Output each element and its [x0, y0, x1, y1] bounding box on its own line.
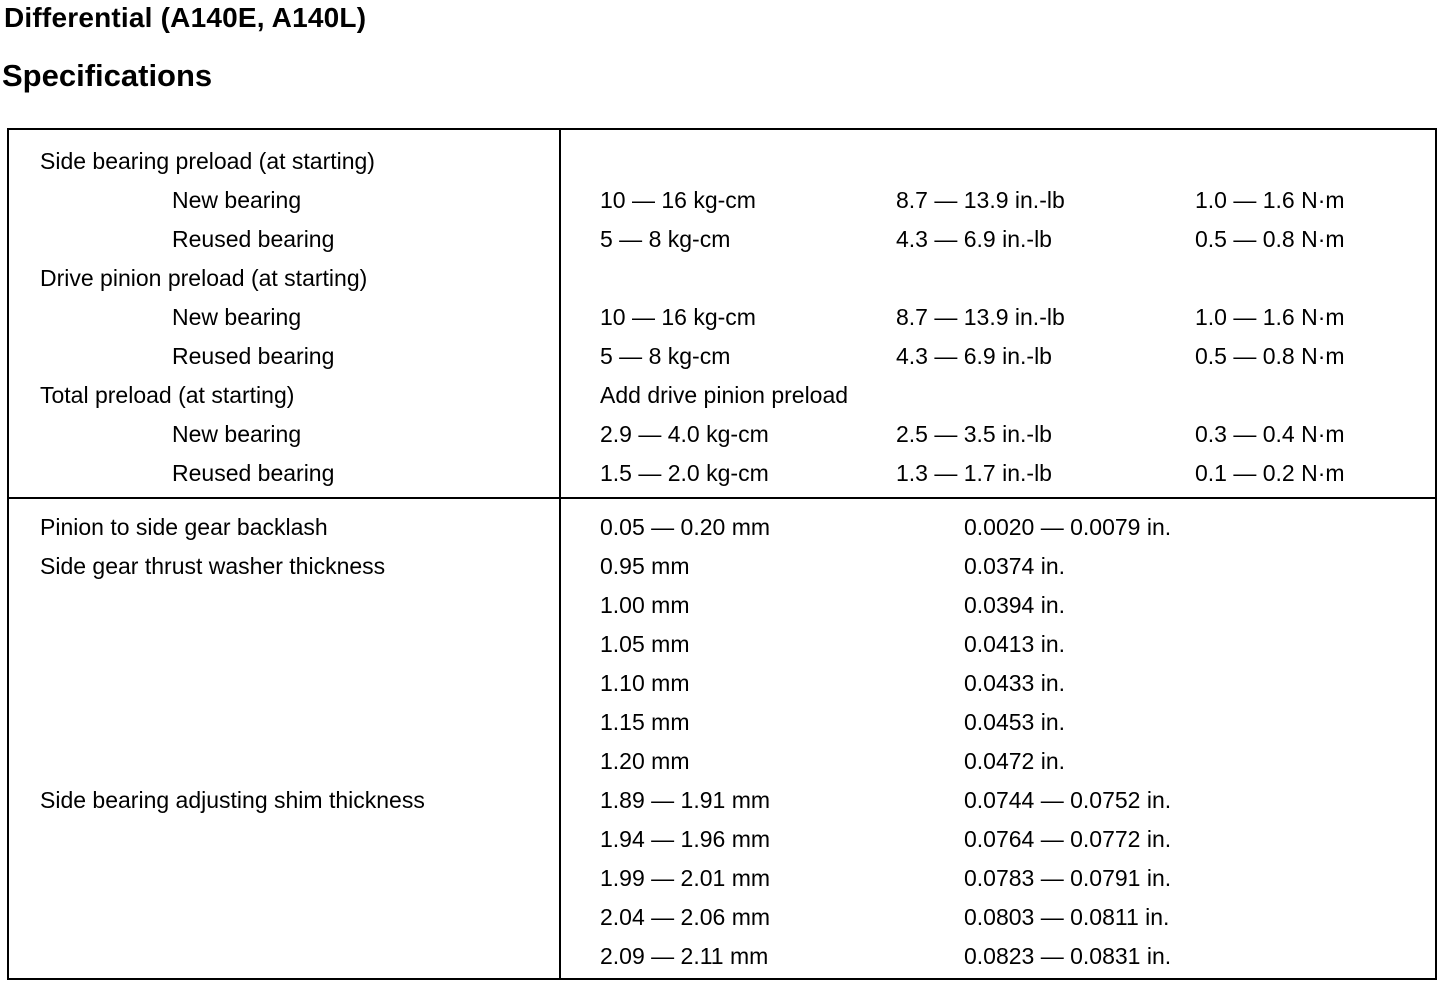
- table-row: [9, 709, 1435, 748]
- spec-label: Pinion to side gear backlash: [40, 514, 328, 540]
- value-imperial: 0.0453 in.: [964, 709, 1066, 735]
- table-row: [9, 787, 1435, 826]
- table-row: [9, 514, 1435, 553]
- value-imperial: 0.0413 in.: [964, 631, 1066, 657]
- spec-label: New bearing: [172, 187, 302, 213]
- value-imperial: 0.0783 — 0.0791 in.: [964, 865, 1172, 891]
- value-kg-cm: 10 — 16 kg-cm: [600, 187, 756, 213]
- spec-label: Side bearing preload (at starting): [40, 148, 375, 174]
- table-row: [9, 187, 1435, 226]
- table-row: [9, 670, 1435, 709]
- value-imperial: 0.0472 in.: [964, 748, 1066, 774]
- value-metric: 1.05 mm: [600, 631, 690, 657]
- spec-label: Total preload (at starting): [40, 382, 295, 408]
- value-metric: 1.94 — 1.96 mm: [600, 826, 771, 852]
- value-n-m: 0.5 — 0.8 N·m: [1195, 226, 1345, 252]
- value-kg-cm: 2.9 — 4.0 kg-cm: [600, 421, 769, 447]
- value-imperial: 0.0764 — 0.0772 in.: [964, 826, 1172, 852]
- value-kg-cm: 1.5 — 2.0 kg-cm: [600, 460, 769, 486]
- value-metric: 0.95 mm: [600, 553, 690, 579]
- table-row: [9, 460, 1435, 499]
- value-n-m: 0.1 — 0.2 N·m: [1195, 460, 1345, 486]
- value-kg-cm: 10 — 16 kg-cm: [600, 304, 756, 330]
- value-metric: 0.05 — 0.20 mm: [600, 514, 771, 540]
- value-kg-cm: Add drive pinion preload: [600, 382, 849, 408]
- table-row: [9, 421, 1435, 460]
- table-row: [9, 304, 1435, 343]
- value-imperial: 0.0823 — 0.0831 in.: [964, 943, 1172, 969]
- value-in-lb: 1.3 — 1.7 in.-lb: [896, 460, 1052, 486]
- value-metric: 1.00 mm: [600, 592, 690, 618]
- value-kg-cm: 5 — 8 kg-cm: [600, 343, 731, 369]
- spec-label: Reused bearing: [172, 460, 335, 486]
- spec-label: Drive pinion preload (at starting): [40, 265, 368, 291]
- table-row: [9, 904, 1435, 943]
- value-metric: 2.09 — 2.11 mm: [600, 943, 769, 969]
- table-row: [9, 265, 1435, 304]
- section-heading: Specifications: [2, 58, 213, 93]
- value-n-m: 0.3 — 0.4 N·m: [1195, 421, 1345, 447]
- value-metric: 1.10 mm: [600, 670, 690, 696]
- table-row: [9, 826, 1435, 865]
- table-row: [9, 226, 1435, 265]
- value-metric: 1.15 mm: [600, 709, 690, 735]
- value-in-lb: 8.7 — 13.9 in.-lb: [896, 187, 1065, 213]
- table-row: [9, 148, 1435, 187]
- spec-label: Side bearing adjusting shim thickness: [40, 787, 425, 813]
- value-imperial: 0.0374 in.: [964, 553, 1066, 579]
- table-row: [9, 592, 1435, 631]
- value-in-lb: 4.3 — 6.9 in.-lb: [896, 226, 1052, 252]
- value-in-lb: 8.7 — 13.9 in.-lb: [896, 304, 1065, 330]
- value-imperial: 0.0803 — 0.0811 in.: [964, 904, 1170, 930]
- value-in-lb: 4.3 — 6.9 in.-lb: [896, 343, 1052, 369]
- value-imperial: 0.0433 in.: [964, 670, 1066, 696]
- table-row: [9, 631, 1435, 670]
- table-row: [9, 553, 1435, 592]
- table-row: [9, 943, 1435, 982]
- value-kg-cm: 5 — 8 kg-cm: [600, 226, 731, 252]
- spec-label: New bearing: [172, 304, 302, 330]
- value-imperial: 0.0744 — 0.0752 in.: [964, 787, 1172, 813]
- specifications-table: [7, 128, 1437, 980]
- spec-label: Reused bearing: [172, 226, 335, 252]
- document-title: Differential (A140E, A140L): [4, 2, 367, 33]
- table-row: [9, 865, 1435, 904]
- value-metric: 1.89 — 1.91 mm: [600, 787, 771, 813]
- value-metric: 2.04 — 2.06 mm: [600, 904, 771, 930]
- table-row: [9, 382, 1435, 421]
- table-row: [9, 748, 1435, 787]
- value-metric: 1.20 mm: [600, 748, 690, 774]
- value-n-m: 1.0 — 1.6 N·m: [1195, 187, 1345, 213]
- value-metric: 1.99 — 2.01 mm: [600, 865, 771, 891]
- value-n-m: 1.0 — 1.6 N·m: [1195, 304, 1345, 330]
- spec-label: New bearing: [172, 421, 302, 447]
- spec-label: Side gear thrust washer thickness: [40, 553, 386, 579]
- value-in-lb: 2.5 — 3.5 in.-lb: [896, 421, 1052, 447]
- value-imperial: 0.0020 — 0.0079 in.: [964, 514, 1172, 540]
- value-n-m: 0.5 — 0.8 N·m: [1195, 343, 1345, 369]
- value-imperial: 0.0394 in.: [964, 592, 1066, 618]
- table-row: [9, 343, 1435, 382]
- spec-label: Reused bearing: [172, 343, 335, 369]
